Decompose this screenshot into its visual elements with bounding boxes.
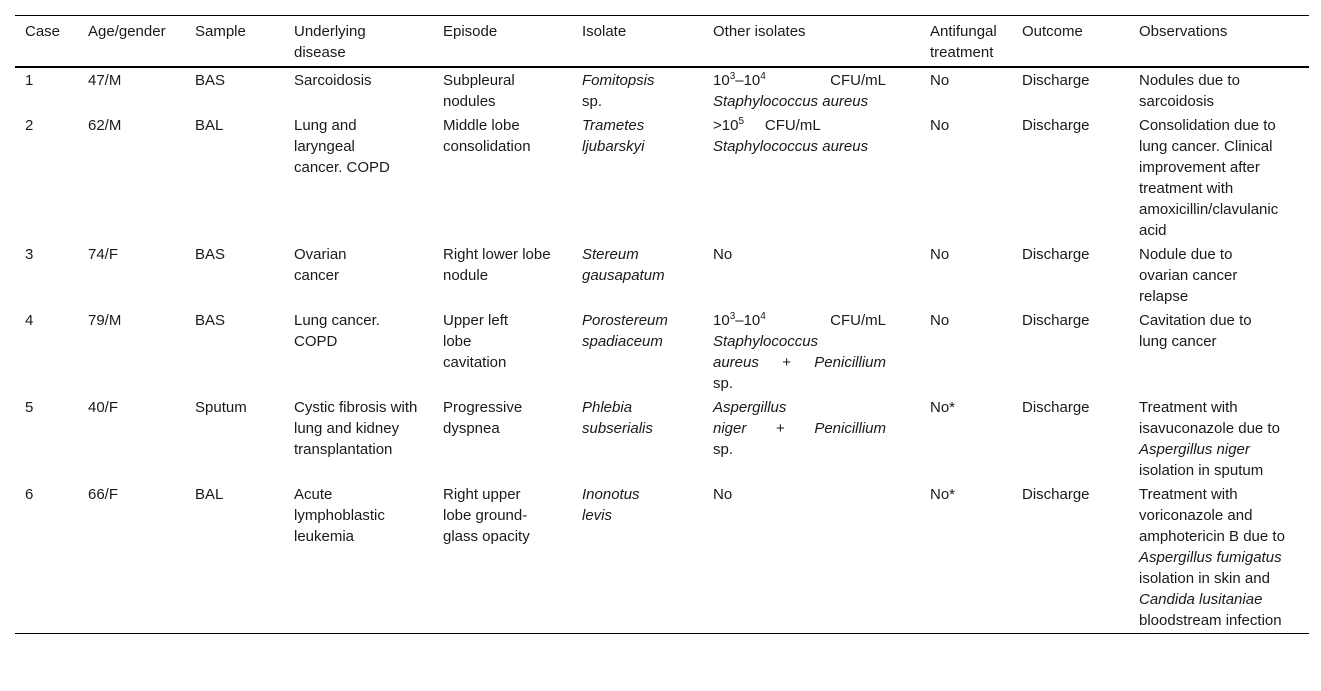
cell-other-isolates — [703, 309, 920, 396]
cell-antifungal: No — [930, 72, 950, 89]
header-age-gender: Age/gender — [88, 23, 166, 40]
other-organism: Staphylococcus aureus — [713, 138, 869, 155]
other-sp: sp. — [713, 441, 734, 458]
table-row — [15, 309, 1309, 396]
table-row — [15, 483, 1309, 634]
other-count: $>10^5$ CFU/mL — [713, 116, 821, 134]
cell-observations: Nodules due to sarcoidosis — [1139, 72, 1240, 110]
cell-sample: BAL — [195, 486, 224, 503]
isolate-name: Stereum gausapatum — [582, 246, 665, 284]
isolate-name: Inonotus levis — [582, 486, 640, 524]
cell-observations: Cavitation due to lung cancer — [1139, 312, 1252, 350]
cell-observations: Treatment with voriconazole and amphotericin B due to Aspergillus fumigatus isolation in skin and Candida lusitaniae bloodstream infection — [1139, 486, 1285, 629]
case-table — [15, 15, 1309, 634]
cell-antifungal: No — [930, 246, 950, 263]
other-count: $10^3-10^4$ CFU/mL — [713, 311, 886, 329]
cell-other-isolates — [703, 67, 920, 114]
cell-antifungal: No* — [930, 399, 956, 416]
cell-case: 5 — [25, 399, 34, 416]
cell-isolate — [572, 243, 703, 309]
cell-sample: BAS — [195, 312, 226, 329]
cell-underlying-disease: Acute lymphoblastic leukemia — [294, 486, 385, 545]
cell-observations: Nodule due to ovarian cancer relapse — [1139, 246, 1238, 305]
cell-age-gender: 47/M — [88, 72, 122, 89]
cell-other-isolates: No — [713, 486, 733, 503]
cell-episode: Right upper lobe ground-glass opacity — [443, 486, 530, 545]
cell-case: 3 — [25, 246, 34, 263]
cell-antifungal: No — [930, 312, 950, 329]
header-isolate: Isolate — [582, 23, 627, 40]
cell-other-isolates: No — [713, 246, 733, 263]
cell-isolate — [572, 483, 703, 634]
cell-age-gender: 62/M — [88, 117, 122, 134]
header-row — [15, 16, 1309, 68]
cell-case: 1 — [25, 72, 34, 89]
cell-episode: Upper left lobe cavitation — [443, 312, 509, 371]
cell-age-gender: 74/F — [88, 246, 119, 263]
header-observations: Observations — [1139, 23, 1228, 40]
cell-outcome: Discharge — [1022, 117, 1090, 134]
header-outcome: Outcome — [1022, 23, 1083, 40]
cell-sample: Sputum — [195, 399, 247, 416]
other-organism-1a: Aspergillus — [713, 399, 787, 416]
isolate-name: Porostereum spadiaceum — [582, 312, 668, 350]
table-row — [15, 243, 1309, 309]
cell-observations: Consolidation due to lung cancer. Clinical improvement after treatment with amoxicillin/clavulanic acid — [1139, 117, 1279, 239]
cell-isolate — [572, 114, 703, 243]
cell-antifungal: No — [930, 117, 950, 134]
cell-outcome: Discharge — [1022, 312, 1090, 329]
cell-outcome: Discharge — [1022, 72, 1090, 89]
cell-sample: BAS — [195, 246, 226, 263]
cell-underlying-disease: Ovarian cancer — [294, 246, 347, 284]
header-sample: Sample — [195, 23, 246, 40]
cell-sample: BAS — [195, 72, 226, 89]
header-case: Case — [25, 23, 61, 40]
cell-episode: Right lower lobe nodule — [443, 246, 551, 284]
cell-case: 4 — [25, 312, 34, 329]
other-count: $10^3-10^4$ CFU/mL — [713, 71, 886, 89]
cell-underlying-disease: Lung cancer. COPD — [294, 312, 380, 350]
header-other-isolates: Other isolates — [713, 23, 806, 40]
table-row — [15, 396, 1309, 483]
cell-other-isolates — [703, 396, 920, 483]
cell-underlying-disease: Lung and laryngeal cancer. COPD — [294, 117, 390, 176]
cell-other-isolates — [703, 114, 920, 243]
cell-case: 2 — [25, 117, 34, 134]
cell-age-gender: 66/F — [88, 486, 119, 503]
other-organism: Staphylococcus aureus — [713, 93, 869, 110]
cell-episode: Subpleural nodules — [443, 72, 515, 110]
cell-outcome: Discharge — [1022, 246, 1090, 263]
cell-episode: Progressive dyspnea — [443, 399, 523, 437]
cell-underlying-disease: Cystic fibrosis with lung and kidney transplantation — [294, 399, 418, 458]
isolate-sp: sp. — [582, 93, 603, 110]
cell-age-gender: 40/F — [88, 399, 119, 416]
other-organism-line: aureus + Penicillium — [713, 354, 886, 371]
cell-sample: BAL — [195, 117, 224, 134]
header-episode: Episode — [443, 23, 498, 40]
cell-isolate — [572, 396, 703, 483]
cell-underlying-disease: Sarcoidosis — [294, 72, 372, 89]
cell-observations: Treatment with isavuconazole due to Aspergillus niger isolation in sputum — [1139, 399, 1280, 479]
cell-episode: Middle lobe consolidation — [443, 117, 531, 155]
header-underlying-disease: Underlying disease — [294, 23, 366, 61]
cell-isolate — [572, 67, 703, 114]
cell-outcome: Discharge — [1022, 399, 1090, 416]
cell-outcome: Discharge — [1022, 486, 1090, 503]
table-row — [15, 67, 1309, 114]
cell-age-gender: 79/M — [88, 312, 122, 329]
isolate-name: Phlebia subserialis — [582, 399, 653, 437]
isolate-genus: Fomitopsis — [582, 72, 655, 89]
other-organism-1a: Staphylococcus — [713, 333, 819, 350]
table-row — [15, 114, 1309, 243]
cell-antifungal: No* — [930, 486, 956, 503]
cell-isolate — [572, 309, 703, 396]
cell-case: 6 — [25, 486, 34, 503]
other-organism-line: niger + Penicillium — [713, 420, 887, 437]
header-antifungal-treatment: Antifungal treatment — [930, 23, 997, 61]
other-sp: sp. — [713, 375, 734, 392]
isolate-name: Trametes ljubarskyi — [582, 117, 645, 155]
